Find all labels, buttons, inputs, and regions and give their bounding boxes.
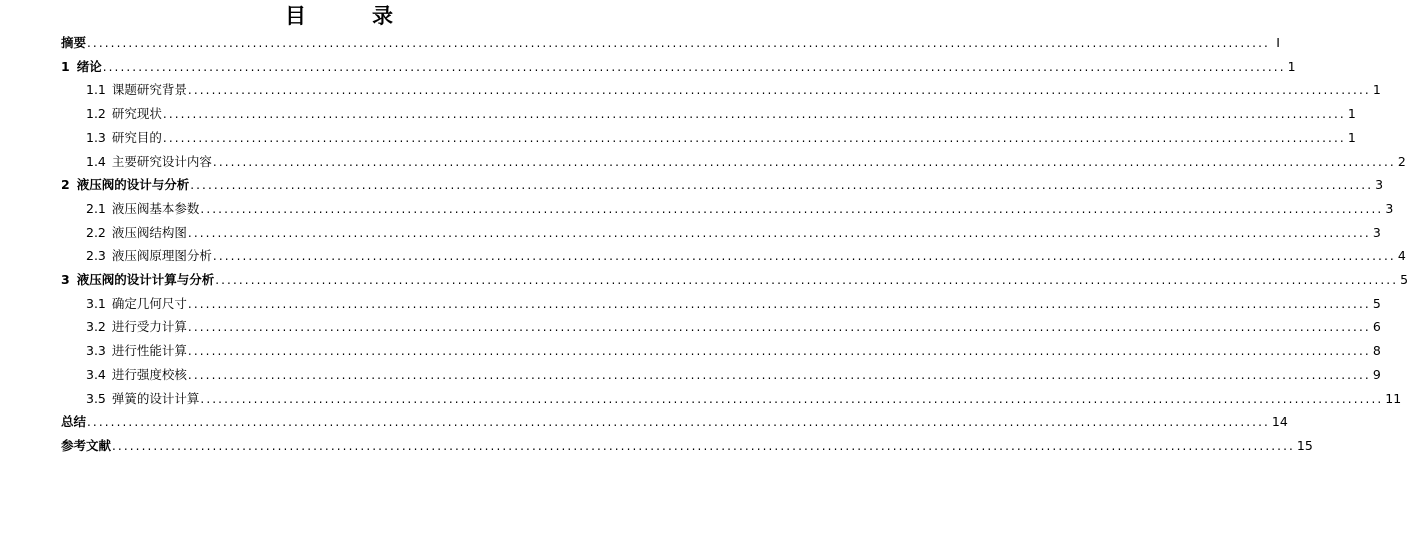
toc-entry-title: 液压阀的设计计算与分析 bbox=[76, 272, 215, 287]
dot-leader: ........................................................................................................................................................................................................ bbox=[187, 320, 1371, 335]
toc-entry[interactable] bbox=[61, 173, 1384, 197]
toc-entry-number: 1.3 bbox=[86, 129, 106, 145]
toc-entry[interactable] bbox=[86, 292, 1381, 316]
toc-entry-title: 研究现状 bbox=[111, 106, 162, 122]
toc-entry-number: 3.2 bbox=[86, 319, 106, 335]
dot-leader: ........................................................................................................................................................................................................ bbox=[212, 154, 1396, 169]
toc-entry-number: 3.4 bbox=[86, 366, 106, 382]
toc-entry[interactable] bbox=[86, 78, 1381, 102]
toc-entry[interactable] bbox=[86, 387, 1402, 411]
toc-entry-page-number: 6 bbox=[1372, 319, 1381, 335]
toc-entry-number: 1 bbox=[61, 58, 70, 74]
toc-entry-number: 2.2 bbox=[86, 224, 106, 240]
toc-entry[interactable] bbox=[86, 363, 1381, 387]
toc-entry[interactable] bbox=[61, 268, 1408, 292]
dot-leader: ........................................................................................................................................................................................................ bbox=[212, 249, 1396, 264]
toc-entry[interactable] bbox=[86, 244, 1406, 268]
toc-entry-title: 研究目的 bbox=[111, 129, 162, 145]
toc-entry-title: 进行受力计算 bbox=[111, 319, 187, 335]
toc-entry-number: 2 bbox=[61, 177, 70, 193]
dot-leader: ........................................................................................................................................................................................................ bbox=[200, 201, 1384, 216]
toc-entry-page-number: 14 bbox=[1271, 414, 1288, 430]
toc-entry-page-number: 3 bbox=[1385, 200, 1394, 216]
toc-entry-title: 进行强度校核 bbox=[111, 366, 187, 382]
dot-leader: ........................................................................................................................................................................................................ bbox=[215, 273, 1399, 287]
toc-entry-title: 主要研究设计内容 bbox=[111, 153, 212, 169]
toc-entry-page-number: 1 bbox=[1287, 58, 1296, 74]
dot-leader: ........................................................................................................................................................................................................ bbox=[190, 178, 1374, 193]
toc-entry-number: 3 bbox=[61, 272, 70, 287]
toc-entry[interactable] bbox=[86, 339, 1381, 363]
toc-entry-number: 3.5 bbox=[86, 390, 106, 406]
toc-entry-page-number: 5 bbox=[1400, 272, 1408, 287]
dot-leader: ........................................................................................................................................................................................................ bbox=[87, 36, 1270, 50]
dot-leader: ........................................................................................................................................................................................................ bbox=[102, 59, 1286, 74]
toc-entry-number: 1.2 bbox=[86, 106, 106, 122]
toc-entry-page-number: 5 bbox=[1372, 295, 1381, 311]
toc-entry-number: 2.3 bbox=[86, 248, 106, 264]
dot-leader: ........................................................................................................................................................................................................ bbox=[187, 225, 1371, 240]
dot-leader: ........................................................................................................................................................................................................ bbox=[87, 415, 1270, 430]
toc-entry-title: 液压阀结构图 bbox=[111, 224, 187, 240]
toc-entry[interactable] bbox=[86, 315, 1381, 339]
toc-entry-title: 弹簧的设计计算 bbox=[111, 390, 200, 406]
toc-entry[interactable] bbox=[61, 410, 1288, 434]
toc-entry-title: 参考文献 bbox=[61, 437, 112, 453]
toc-entry-page-number: 11 bbox=[1385, 390, 1402, 406]
dot-leader: ........................................................................................................................................................................................................ bbox=[112, 438, 1295, 453]
toc-entry-number: 3.1 bbox=[86, 295, 106, 311]
toc-entry-number: 1.4 bbox=[86, 153, 106, 169]
toc-entry[interactable] bbox=[61, 55, 1296, 79]
toc-entry-page-number: I bbox=[1276, 35, 1280, 50]
toc-entry-number: 1.1 bbox=[86, 82, 106, 98]
toc-entry-number: 3.3 bbox=[86, 343, 106, 359]
toc-entry-title: 液压阀的设计与分析 bbox=[76, 177, 190, 193]
dot-leader: ........................................................................................................................................................................................................ bbox=[200, 391, 1384, 406]
toc-entry-page-number: 2 bbox=[1397, 153, 1406, 169]
toc-entry-title: 液压阀基本参数 bbox=[111, 200, 200, 216]
toc-entry-title: 摘要 bbox=[61, 35, 87, 50]
toc-entry-page-number: 9 bbox=[1372, 366, 1381, 382]
toc-heading-char-1: 目 bbox=[285, 4, 306, 28]
toc-entry-title: 进行性能计算 bbox=[111, 343, 187, 359]
toc-entry[interactable] bbox=[86, 197, 1394, 221]
dot-leader: ........................................................................................................................................................................................................ bbox=[162, 107, 1346, 122]
toc-entry-title: 液压阀原理图分析 bbox=[111, 248, 212, 264]
dot-leader: ........................................................................................................................................................................................................ bbox=[162, 130, 1346, 145]
toc-entry[interactable] bbox=[86, 150, 1406, 174]
toc-entry-number: 2.1 bbox=[86, 200, 106, 216]
toc-heading bbox=[0, 2, 678, 30]
dot-leader: ........................................................................................................................................................................................................ bbox=[187, 296, 1371, 311]
toc-entry-page-number: 15 bbox=[1296, 437, 1313, 453]
toc-entry[interactable] bbox=[86, 102, 1356, 126]
toc-entry-page-number: 1 bbox=[1347, 129, 1356, 145]
dot-leader: ........................................................................................................................................................................................................ bbox=[187, 83, 1371, 98]
toc-entry-page-number: 4 bbox=[1397, 248, 1406, 264]
dot-leader: ........................................................................................................................................................................................................ bbox=[187, 367, 1371, 382]
toc-entry[interactable] bbox=[86, 221, 1381, 245]
toc-entry[interactable] bbox=[86, 126, 1356, 150]
dot-leader: ........................................................................................................................................................................................................ bbox=[187, 344, 1371, 359]
toc-entry-page-number: 3 bbox=[1372, 224, 1381, 240]
toc-entry-page-number: 3 bbox=[1375, 177, 1384, 193]
toc-entry-title: 课题研究背景 bbox=[111, 82, 187, 98]
toc-entry-page-number: 8 bbox=[1372, 343, 1381, 359]
toc-entry-page-number: 1 bbox=[1372, 82, 1381, 98]
toc-entry-title: 绪论 bbox=[76, 58, 102, 74]
toc-entry-title: 总结 bbox=[61, 414, 87, 430]
toc-entry-page-number: 1 bbox=[1347, 106, 1356, 122]
toc-entry[interactable] bbox=[61, 434, 1313, 458]
toc-heading-char-2: 录 bbox=[372, 4, 393, 28]
toc-entry-title: 确定几何尺寸 bbox=[111, 295, 187, 311]
toc-entry[interactable] bbox=[61, 31, 1280, 55]
